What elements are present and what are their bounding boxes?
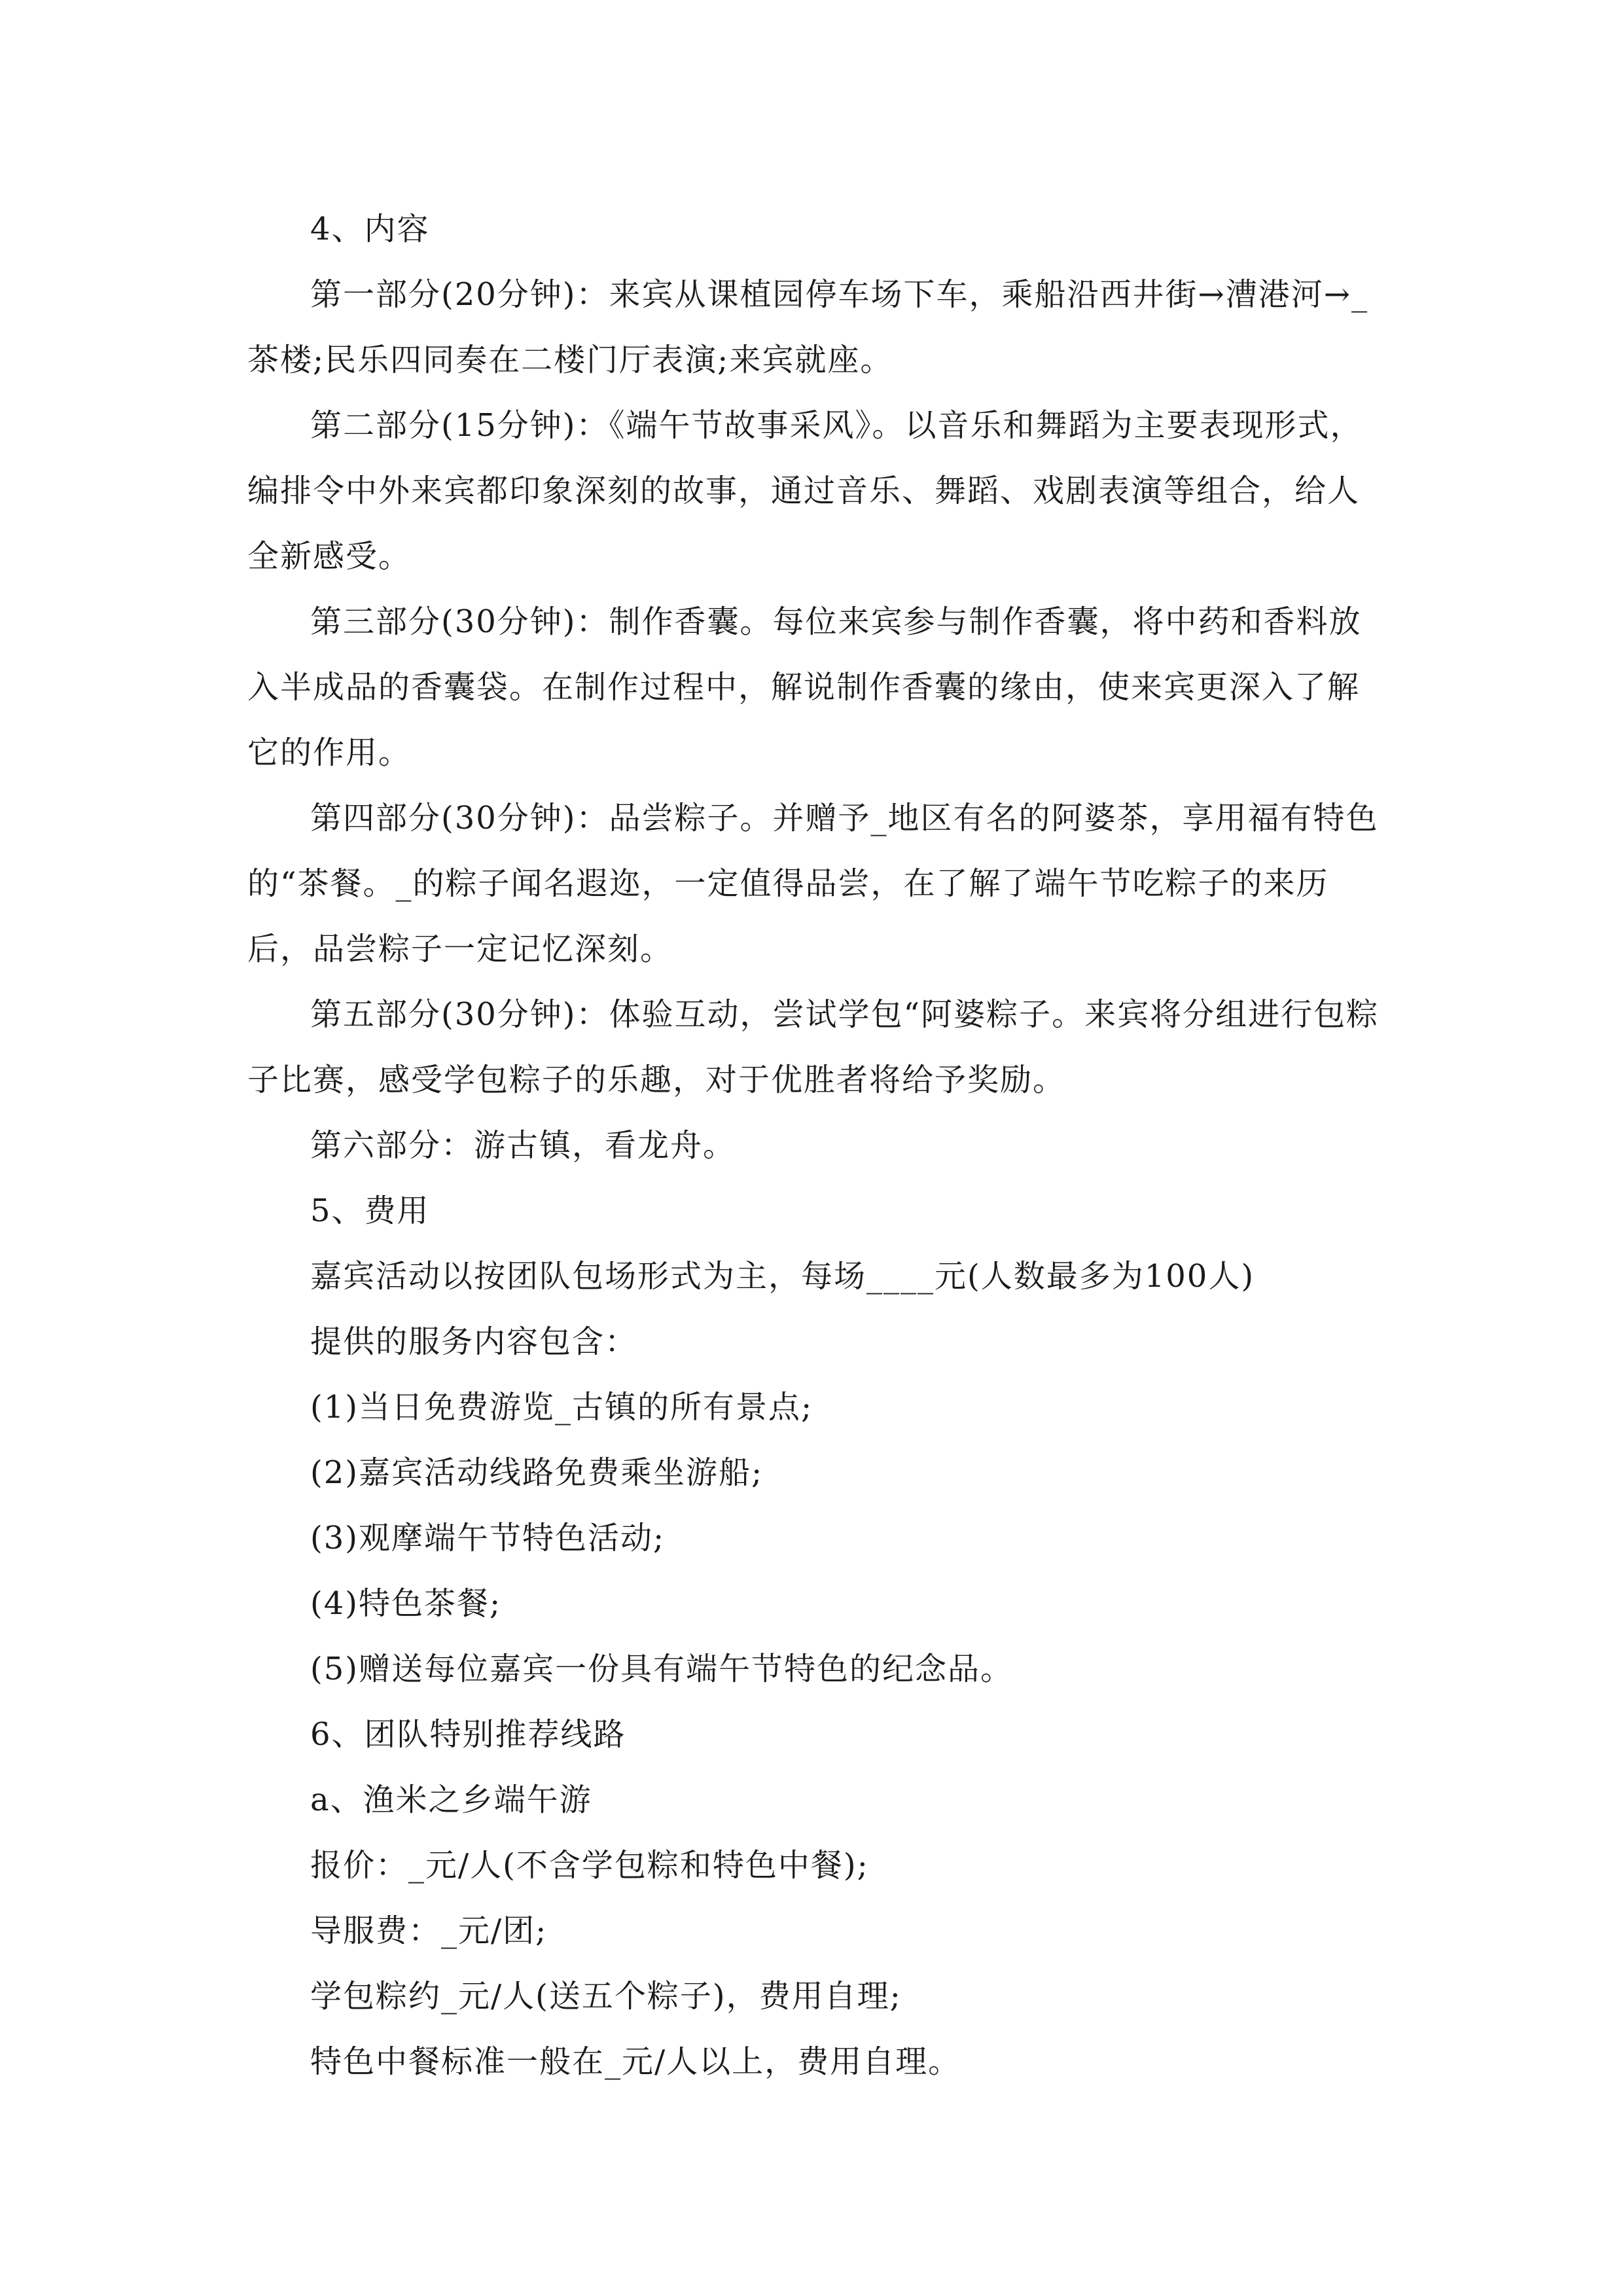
- route-guide-fee: 导服费：_元/团;: [310, 1912, 548, 1949]
- paragraph-part-four: 第四部分(30分钟)：品尝粽子。并赠予_地区有名的阿婆茶，享用福有特色的“茶餐。_的粽子闻名遐迩，一定值得品尝，在了解了端午节吃粽子的来历后，品尝粽子一定记忆深刻。: [247, 800, 1379, 967]
- route-price: 报价：_元/人(不含学包粽和特色中餐);: [310, 1847, 869, 1884]
- paragraph-part-one: 第一部分(20分钟)：来宾从课植园停车场下车，乘船沿西井街→漕港河→_茶楼;民乐四同奏在二楼门厅表演;来宾就座。: [247, 276, 1368, 378]
- list-item-service-4: (4)特色茶餐;: [310, 1585, 502, 1622]
- list-item-service-1: (1)当日免费游览_古镇的所有景点;: [310, 1389, 813, 1426]
- section-heading-content: 4、内容: [310, 211, 430, 247]
- paragraph-part-three: 第三部分(30分钟)：制作香囊。每位来宾参与制作香囊，将中药和香料放入半成品的香囊袋。在制作过程中，解说制作香囊的缘由，使来宾更深入了解它的作用。: [247, 603, 1362, 771]
- section-heading-routes: 6、团队特别推荐线路: [310, 1716, 626, 1753]
- route-zongzi-fee: 学包粽约_元/人(送五个粽子)，费用自理;: [310, 1978, 902, 2015]
- paragraph-part-five: 第五部分(30分钟)：体验互动，尝试学包“阿婆粽子。来宾将分组进行包粽子比赛，感受学包粽子的乐趣，对于优胜者将给予奖励。: [247, 996, 1380, 1098]
- route-title-a: a、渔米之乡端午游: [310, 1782, 592, 1818]
- paragraph-part-six: 第六部分：游古镇，看龙舟。: [310, 1127, 736, 1164]
- document-body: [247, 196, 1386, 2094]
- paragraph-fee-format: 嘉宾活动以按团队包场形式为主，每场____元(人数最多为100人): [310, 1258, 1255, 1295]
- section-heading-fees: 5、费用: [310, 1193, 430, 1229]
- list-item-service-5: (5)赠送每位嘉宾一份具有端午节特色的纪念品。: [310, 1651, 1013, 1687]
- paragraph-services-intro: 提供的服务内容包含：: [310, 1323, 638, 1360]
- paragraph-part-two: 第二部分(15分钟)：《端午节故事采风》。以音乐和舞蹈为主要表现形式，编排令中外来宾都印象深刻的故事，通过音乐、舞蹈、戏剧表演等组合，给人全新感受。: [247, 407, 1363, 575]
- route-lunch-fee: 特色中餐标准一般在_元/人以上，费用自理。: [310, 2043, 961, 2080]
- list-item-service-2: (2)嘉宾活动线路免费乘坐游船;: [310, 1454, 764, 1491]
- list-item-service-3: (3)观摩端午节特色活动;: [310, 1520, 666, 1556]
